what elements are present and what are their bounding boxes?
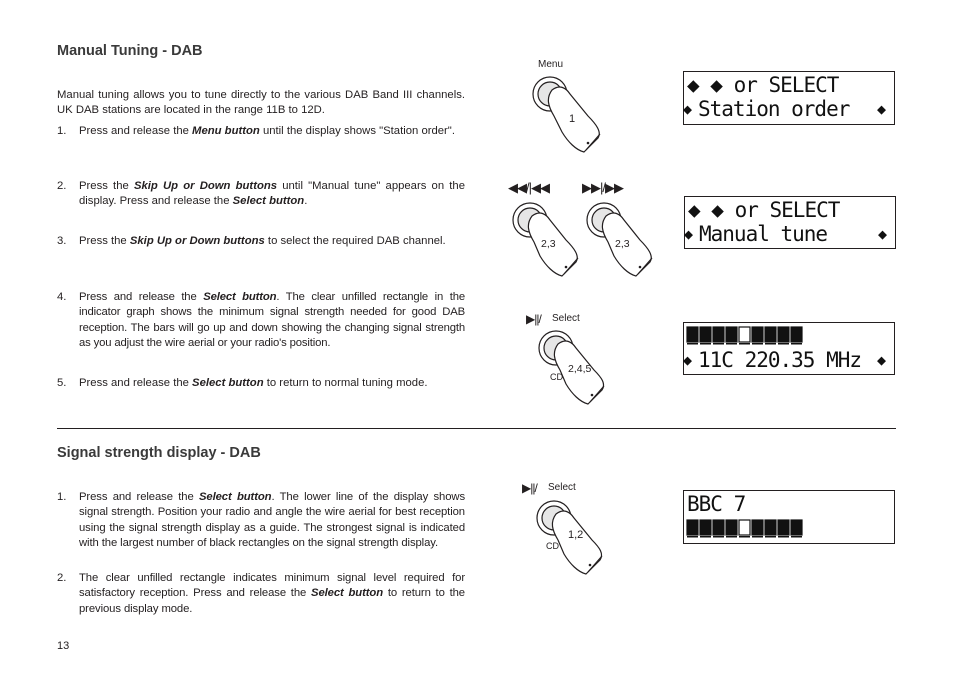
- step-number: 2.: [57, 572, 67, 584]
- lcd-display-channel: [683, 322, 895, 375]
- step-number: 1.: [57, 491, 67, 503]
- signal-filled-rect: [726, 327, 737, 342]
- right-arrow-icon: ◆: [878, 225, 887, 243]
- signal-filled-rect: [765, 327, 776, 342]
- step-item: [57, 376, 465, 408]
- signal-underline: [687, 343, 698, 345]
- page-number: 13: [57, 640, 70, 652]
- signal-filled-rect: [778, 327, 789, 342]
- skip-down-step-label: 2,3: [541, 238, 556, 250]
- step-text: Press and release the Select button. The clear unfilled rectangle in the indicator graph shows the minimum signal strength needed for good DAB reception. The bars will go up and down showing the changing signal strength as you adjust the wire aerial or your radio's position.: [79, 291, 465, 350]
- skip-up-step-label: 2,3: [615, 238, 630, 250]
- signal-underline: [713, 343, 724, 345]
- play-pause-icon: ▶||/: [522, 481, 537, 495]
- step-item: [57, 234, 465, 266]
- right-arrow-icon: ◆: [877, 100, 886, 118]
- right-arrow-icon: ◆: [877, 351, 886, 369]
- lcd-display-manual-tune: [684, 196, 896, 249]
- signal-underline: [700, 536, 711, 538]
- signal-filled-rect: [752, 327, 763, 342]
- step-text: Press the Skip Up or Down buttons until "Manual tune" appears on the display. Press and release the Select button.: [79, 180, 465, 208]
- signal-filled-rect: [791, 520, 802, 535]
- skip-down-icon: ◀◀/|◀◀: [508, 180, 549, 195]
- step-text: The clear unfilled rectangle indicates minimum signal level required for satisfactory reception. Press and release the Select button to return to the previous display mode.: [79, 572, 465, 615]
- signal-filled-rect: [713, 520, 724, 535]
- signal-underline: [713, 536, 724, 538]
- signal-strength-bar: [687, 519, 805, 539]
- step-item: [57, 124, 465, 156]
- step-text: Press the Skip Up or Down buttons to select the required DAB channel.: [79, 235, 446, 247]
- select-label: Select: [552, 313, 580, 324]
- select-step-label: 1,2: [568, 529, 584, 541]
- cd-label: CD: [550, 372, 563, 382]
- signal-underline: [752, 536, 763, 538]
- step-text: Press and release the Select button. The lower line of the display shows signal strength. Position your radio and angle the wire aerial for best reception using the signal strength display as a guide. The strongest signal is indicated with the largest number of black rectangles on the signal strength display.: [79, 491, 465, 550]
- signal-underline: [739, 536, 750, 538]
- skip-up-icon: ▶▶|/▶▶: [582, 180, 623, 195]
- signal-underline: [791, 343, 802, 345]
- signal-underline: [726, 343, 737, 345]
- signal-underline: [765, 343, 776, 345]
- lcd-display-station-order: [683, 71, 895, 125]
- signal-underline: [687, 536, 698, 538]
- signal-filled-rect: [765, 520, 776, 535]
- signal-filled-rect: [778, 520, 789, 535]
- step-text: Press and release the Menu button until the display shows "Station order".: [79, 125, 455, 137]
- signal-underline: [778, 536, 789, 538]
- left-arrow-icon: ◆: [683, 100, 692, 118]
- signal-underline: [778, 343, 789, 345]
- lcd-line-2: Station order: [698, 97, 850, 121]
- section-heading-signal-strength: Signal strength display - DAB: [57, 445, 261, 461]
- skip-arrows-icon: ◆ ◆: [687, 73, 722, 97]
- step-text: Press and release the Select button to return to normal tuning mode.: [79, 377, 428, 389]
- select-step-label: 2,4,5: [568, 363, 592, 375]
- signal-strength-bar: [687, 326, 805, 346]
- step-number: 3.: [57, 235, 67, 247]
- signal-filled-rect: [713, 327, 724, 342]
- left-arrow-icon: ◆: [684, 225, 693, 243]
- signal-underline: [765, 536, 776, 538]
- signal-filled-rect: [687, 520, 698, 535]
- signal-filled-rect: [752, 520, 763, 535]
- step-item: [57, 490, 465, 568]
- signal-underline: [752, 343, 763, 345]
- signal-underline: [726, 536, 737, 538]
- step-item: [57, 179, 465, 211]
- signal-min-rect: [739, 520, 750, 535]
- lcd-display-signal-strength: [683, 490, 895, 544]
- left-arrow-icon: ◆: [683, 351, 692, 369]
- lcd-line-1: BBC 7: [687, 492, 746, 516]
- step-number: 4.: [57, 291, 67, 303]
- signal-underline: [700, 343, 711, 345]
- menu-label: Menu: [538, 59, 564, 70]
- select-label: Select: [548, 482, 576, 493]
- cd-label: CD: [546, 541, 559, 551]
- intro-paragraph: Manual tuning allows you to tune directly to the various DAB Band III channels. UK DAB stations are located in the range 11B to 12D.: [57, 89, 465, 117]
- signal-filled-rect: [700, 327, 711, 342]
- signal-filled-rect: [687, 327, 698, 342]
- skip-arrows-icon: ◆ ◆: [688, 198, 723, 222]
- step-number: 1.: [57, 125, 67, 137]
- section-heading-manual-tuning: Manual Tuning - DAB: [57, 43, 203, 59]
- signal-min-rect: [739, 327, 750, 342]
- signal-underline: [739, 343, 750, 345]
- lcd-line-2: 11C 220.35 MHz: [698, 348, 862, 372]
- signal-filled-rect: [791, 327, 802, 342]
- step-item: [57, 290, 465, 352]
- play-pause-icon: ▶||/: [526, 312, 541, 326]
- lcd-line-1: or SELECT: [722, 198, 840, 222]
- signal-underline: [791, 536, 802, 538]
- step-number: 2.: [57, 180, 67, 192]
- lcd-line-2: Manual tune: [699, 222, 828, 246]
- step-number: 5.: [57, 377, 67, 389]
- section-divider: [57, 428, 896, 429]
- signal-filled-rect: [700, 520, 711, 535]
- step-item: [57, 571, 465, 619]
- signal-filled-rect: [726, 520, 737, 535]
- lcd-line-1: or SELECT: [721, 73, 839, 97]
- menu-step-label: 1: [569, 113, 576, 125]
